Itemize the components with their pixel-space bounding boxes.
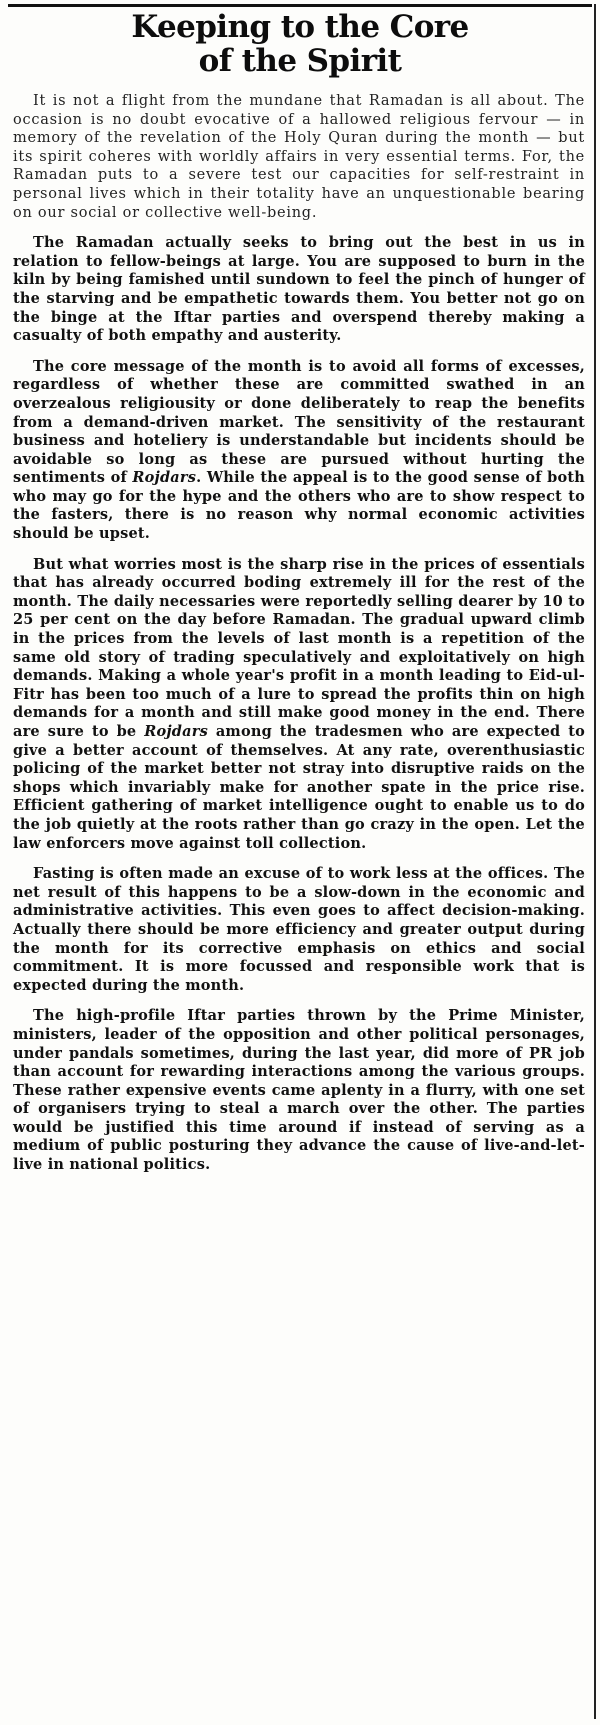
top-border-rule bbox=[8, 4, 592, 7]
headline-line-2: of the Spirit bbox=[198, 43, 402, 79]
paragraph-1: It is not a flight from the mundane that Ramadan is all about. The occasion is no doubt evocative of a hallowed religious fervour — in memory of the revelation of the Holy Quran during the month — but its spirit coheres with worldly affairs in very essential terms. For, the Ramadan puts to a severe test our capacities for self-restraint in personal lives which in their totality have an unquestionable bearing on our social or collective well-being. bbox=[13, 93, 585, 221]
paragraph-5: Fasting is often made an excuse of to work less at the offices. The net result of this happens to be a slow-down in the economic and administrative activities. This even goes to affect decision-making. Actually there should be more efficiency and greater output during the month for its corrective emphasis on ethics and social commitment. It is more focussed and responsible work that is expected during the month. bbox=[13, 865, 585, 994]
headline-line-1: Keeping to the Core bbox=[131, 9, 469, 45]
article-body bbox=[13, 92, 585, 1175]
paragraph-4: But what worries most is the sharp rise in the prices of essentials that has already occurred boding extremely ill for the rest of the month. The daily necessaries were reportedly selling dearer by 10 to 25 per cent on the day before Ramadan. The gradual upward climb in the prices from the levels of last month is a repetition of the same old story of trading speculatively and exploitatively on high demands. Making a whole year's profit in a month leading to Eid-ul-Fitr has been too much of a lure to spread the profits thin on high demands for a month and still make good money in the end. There are sure to be Rojdars among the tradesmen who are expected to give a better account of themselves. At any rate, overenthusiastic policing of the market better not stray into disruptive raids on the shops which invariably make for another spate in the price rise. Efficient gathering of market intelligence ought to enable us to do the job quietly at the roots rather than go crazy in the open. Let the law enforcers move against toll collection. bbox=[13, 555, 585, 852]
paragraph-3: The core message of the month is to avoid all forms of excesses, regardless of whether these are committed swathed in an overzealous religiousity or done deliberately to reap the benefits from a demand-driven market. The sensitivity of the restaurant business and hoteliery is understandable but incidents should be avoidable so long as these are pursued without hurting the sentiments of Rojdars. While the appeal is to the good sense of both who may go for the hype and the others who are to show respect to the fasters, there is no reason why normal economic activities should be upset. bbox=[13, 357, 586, 543]
paragraph-2: The Ramadan actually seeks to bring out the best in us in relation to fellow-beings at large. You are supposed to burn in the kiln by being famished until sundown to feel the pinch of hunger of the starving and be empathetic towards them. You better not go on the binge at the Iftar parties and overspend thereby making a casualty of both empathy and austerity. bbox=[13, 234, 585, 345]
article-headline bbox=[20, 10, 580, 78]
paragraph-6: The high-profile Iftar parties thrown by the Prime Minister, ministers, leader of the opposition and other political personages, under pandals sometimes, during the last year, did more of PR job than account for rewarding interactions among the various groups. These rather expensive events came aplenty in a flurry, with one set of organisers trying to steal a march over the other. The parties would be justified this time around if instead of serving as a medium of public posturing they advance the cause of live-and-let-live in national politics. bbox=[13, 1007, 585, 1174]
right-border-rule bbox=[594, 4, 596, 1719]
